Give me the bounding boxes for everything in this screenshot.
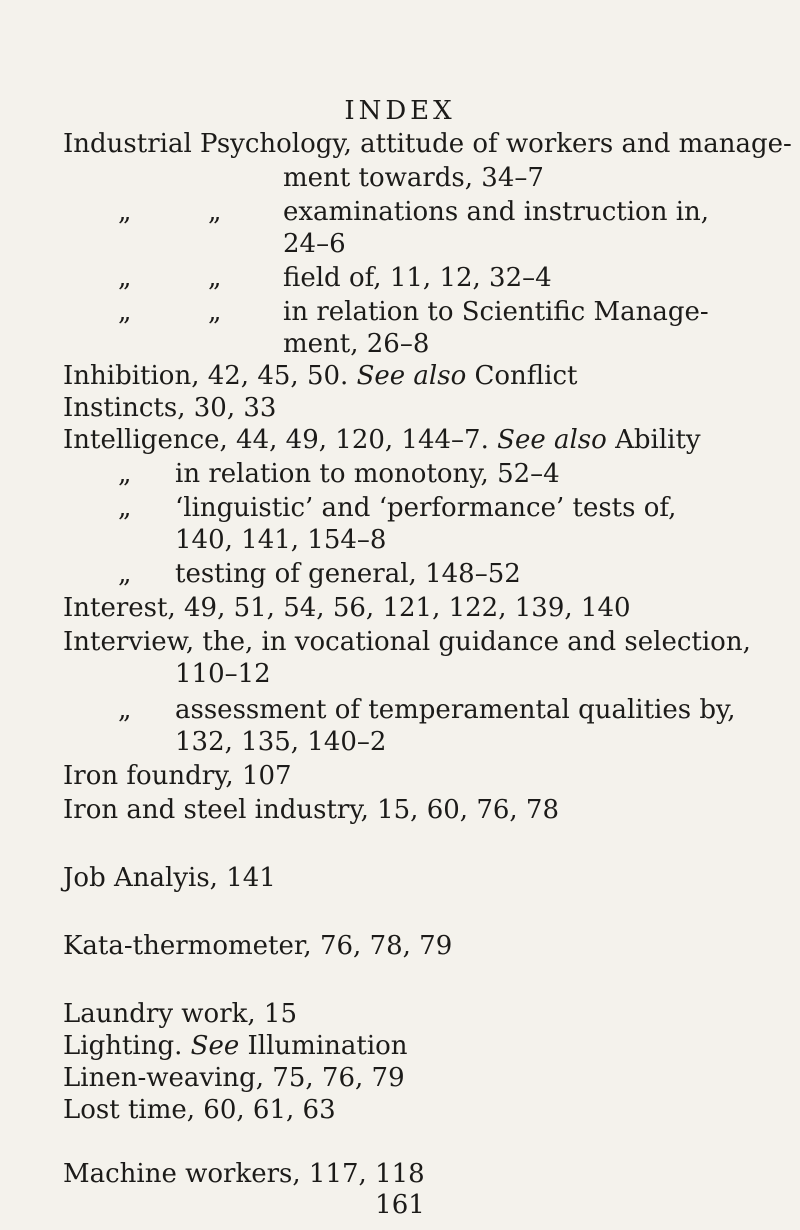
entry-text: Conflict <box>466 361 578 391</box>
index-entry-job-analysis <box>63 862 276 894</box>
entry-text: in relation to Scientific Manage- <box>283 297 709 327</box>
see-also-reference: See also <box>356 361 467 391</box>
ditto-mark: „ <box>118 493 132 523</box>
entry-text: Kata-thermometer, 76, 78, 79 <box>63 931 453 961</box>
index-entry-continuation <box>175 658 271 690</box>
index-subentry <box>283 296 709 328</box>
ditto-mark: „ <box>208 297 222 327</box>
index-entry-inhibition <box>63 360 577 392</box>
index-entry-lighting <box>63 1030 408 1062</box>
index-entry-industrial-psychology <box>63 128 792 160</box>
entry-text: Interest, 49, 51, 54, 56, 121, 122, 139, 140 <box>63 593 631 623</box>
index-entry-kata-thermometer <box>63 930 452 962</box>
entry-text: 140, 141, 154–8 <box>175 525 387 555</box>
index-entry-laundry <box>63 998 297 1030</box>
index-entry-continuation <box>175 524 386 556</box>
entry-text: Ability <box>606 425 701 455</box>
entry-text: Laundry work, 15 <box>63 999 297 1029</box>
index-entry-iron-foundry <box>63 760 292 792</box>
entry-text: assessment of temperamental qualities by, <box>175 695 736 725</box>
entry-text: in relation to monotony, 52–4 <box>175 459 560 489</box>
entry-text: Job Analyis, 141 <box>63 863 276 893</box>
entry-text: Iron foundry, 107 <box>63 761 292 791</box>
index-entry-continuation <box>283 162 544 194</box>
entry-text: Iron and steel industry, 15, 60, 76, 78 <box>63 795 560 825</box>
entry-text: Interview, the, in vocational guidance and selection, <box>63 627 751 657</box>
entry-text: Industrial Psychology, attitude of workers and manage- <box>63 129 792 159</box>
entry-text: Illumination <box>239 1031 408 1061</box>
ditto-mark: „ <box>118 197 132 227</box>
entry-text: Lighting. <box>63 1031 191 1061</box>
ditto-mark: „ <box>118 559 132 589</box>
index-subentry <box>175 694 736 726</box>
entry-text: field of, 11, 12, 32–4 <box>283 263 552 293</box>
index-entry-continuation <box>283 328 429 360</box>
see-reference: See <box>190 1031 240 1061</box>
entry-text: ‘linguistic’ and ‘performance’ tests of, <box>175 493 677 523</box>
index-entry-machine-workers <box>63 1158 425 1190</box>
index-entry-continuation <box>175 726 386 758</box>
index-entry-interest <box>63 592 631 624</box>
entry-text: ment towards, 34–7 <box>283 163 544 193</box>
index-subentry <box>283 196 709 228</box>
index-entry-interview <box>63 626 751 658</box>
entry-text: 24–6 <box>283 229 346 259</box>
ditto-mark: „ <box>208 263 222 293</box>
entry-text: Lost time, 60, 61, 63 <box>63 1095 336 1125</box>
index-subentry <box>175 492 676 524</box>
ditto-mark: „ <box>118 695 132 725</box>
ditto-mark: „ <box>208 197 222 227</box>
entry-text: Intelligence, 44, 49, 120, 144–7. <box>63 425 498 455</box>
index-subentry <box>175 558 521 590</box>
index-entry-intelligence <box>63 424 701 456</box>
index-entry-iron-steel <box>63 794 559 826</box>
index-entry-continuation <box>283 228 346 260</box>
see-also-reference: See also <box>497 425 607 455</box>
ditto-mark: „ <box>118 459 132 489</box>
entry-text: 110–12 <box>175 659 271 689</box>
entry-text: Machine workers, 117, 118 <box>63 1159 425 1189</box>
index-entry-linen-weaving <box>63 1062 405 1094</box>
entry-text: Instincts, 30, 33 <box>63 393 277 423</box>
entry-text: Linen-weaving, 75, 76, 79 <box>63 1063 405 1093</box>
entry-text: testing of general, 148–52 <box>175 559 521 589</box>
index-subentry <box>175 458 560 490</box>
index-entry-lost-time <box>63 1094 336 1126</box>
index-entry-instincts <box>63 392 276 424</box>
ditto-mark: „ <box>118 263 132 293</box>
page-number: 161 <box>375 1190 425 1220</box>
entry-text: Inhibition, 42, 45, 50. <box>63 361 357 391</box>
ditto-mark: „ <box>118 297 132 327</box>
entry-text: 132, 135, 140–2 <box>175 727 387 757</box>
page-heading: INDEX <box>344 96 456 126</box>
entry-text: examinations and instruction in, <box>283 197 710 227</box>
entry-text: ment, 26–8 <box>283 329 430 359</box>
index-subentry <box>283 262 552 294</box>
